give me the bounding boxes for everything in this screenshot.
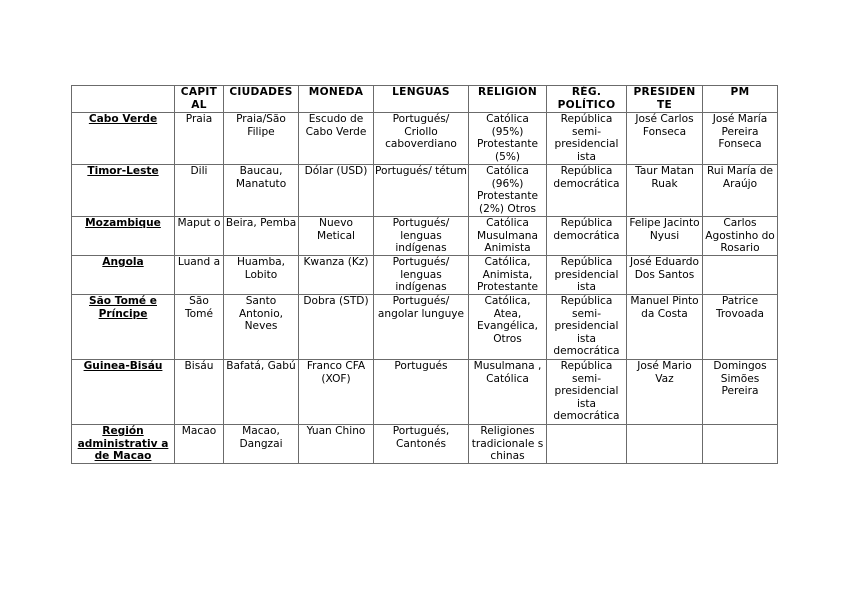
countries-table: [71, 85, 778, 464]
table-cell: Católica (95%) Protestante (5%): [469, 113, 547, 165]
table-cell: Dili: [175, 165, 224, 217]
table-cell: Maput o: [175, 217, 224, 256]
table-cell: [703, 256, 778, 295]
header-cell: RELIGIÓN: [469, 86, 547, 113]
table-cell: [547, 425, 627, 464]
table-cell: [703, 425, 778, 464]
table-cell: Portugués: [374, 360, 469, 425]
table-cell: Bisáu: [175, 360, 224, 425]
table-cell: Beira, Pemba: [224, 217, 299, 256]
table-cell: Kwanza (Kz): [299, 256, 374, 295]
table-row: [72, 113, 778, 165]
country-name: Angola: [72, 256, 175, 295]
header-row: [72, 86, 778, 113]
table-row: [72, 165, 778, 217]
country-name: Cabo Verde: [72, 113, 175, 165]
table-cell: Praia: [175, 113, 224, 165]
country-name: Timor-Leste: [72, 165, 175, 217]
table-cell: Praia/São Filipe: [224, 113, 299, 165]
table-cell: República semi-presidencial ista democrática: [547, 360, 627, 425]
table-cell: Macao: [175, 425, 224, 464]
header-cell: LENGUAS: [374, 86, 469, 113]
header-cell: CIUDADES: [224, 86, 299, 113]
table-cell: Musulmana , Católica: [469, 360, 547, 425]
header-cell: RÉG. POLÍTICO: [547, 86, 627, 113]
table-cell: Felipe Jacinto Nyusi: [627, 217, 703, 256]
table-cell: São Tomé: [175, 295, 224, 360]
table-cell: [627, 425, 703, 464]
header-cell: MONEDA: [299, 86, 374, 113]
table-cell: República semi-presidencial ista democrática: [547, 295, 627, 360]
table-cell: Dólar (USD): [299, 165, 374, 217]
table-cell: Luand a: [175, 256, 224, 295]
table-cell: Católica (96%) Protestante (2%) Otros: [469, 165, 547, 217]
table-cell: José Carlos Fonseca: [627, 113, 703, 165]
country-name: Mozambique: [72, 217, 175, 256]
table-cell: Religiones tradicionale s chinas: [469, 425, 547, 464]
table-cell: Católica Musulmana Animista: [469, 217, 547, 256]
table-cell: Dobra (STD): [299, 295, 374, 360]
table-row: [72, 295, 778, 360]
table-row: [72, 217, 778, 256]
table-cell: Taur Matan Ruak: [627, 165, 703, 217]
table-row: [72, 256, 778, 295]
table-cell: Escudo de Cabo Verde: [299, 113, 374, 165]
table-cell: Franco CFA (XOF): [299, 360, 374, 425]
table-cell: José María Pereira Fonseca: [703, 113, 778, 165]
table-cell: Yuan Chino: [299, 425, 374, 464]
table-cell: República semi-presidencial ista: [547, 113, 627, 165]
table-cell: Santo Antonio, Neves: [224, 295, 299, 360]
country-name: Guinea-Bisáu: [72, 360, 175, 425]
table-row: [72, 360, 778, 425]
header-cell: CAPIT AL: [175, 86, 224, 113]
table-cell: República democrática: [547, 165, 627, 217]
table-cell: Bafatá, Gabú: [224, 360, 299, 425]
table-cell: Baucau, Manatuto: [224, 165, 299, 217]
country-name: Región administrativ a de Macao: [72, 425, 175, 464]
table-cell: Carlos Agostinho do Rosario: [703, 217, 778, 256]
table-cell: José Mario Vaz: [627, 360, 703, 425]
table-cell: Domingos Simões Pereira: [703, 360, 778, 425]
table-cell: Portugués/ angolar lunguye: [374, 295, 469, 360]
table-cell: Católica, Atea, Evangélica, Otros: [469, 295, 547, 360]
table-cell: Portugués/ lenguas indígenas: [374, 217, 469, 256]
header-cell: PM: [703, 86, 778, 113]
table-cell: Rui María de Araújo: [703, 165, 778, 217]
table-cell: República presidencial ista: [547, 256, 627, 295]
table-cell: José Eduardo Dos Santos: [627, 256, 703, 295]
table-cell: Portugués/ tétum: [374, 165, 469, 217]
table-cell: Portugués, Cantonés: [374, 425, 469, 464]
table-cell: Portugués/ lenguas indígenas: [374, 256, 469, 295]
table-cell: Nuevo Metical: [299, 217, 374, 256]
table-cell: Católica, Animista, Protestante: [469, 256, 547, 295]
table-cell: Manuel Pinto da Costa: [627, 295, 703, 360]
country-name: São Tomé e Príncipe: [72, 295, 175, 360]
header-cell: PRESIDEN TE: [627, 86, 703, 113]
table-cell: Portugués/ Criollo caboverdiano: [374, 113, 469, 165]
table-cell: Macao, Dangzai: [224, 425, 299, 464]
table-row: [72, 425, 778, 464]
header-cell: [72, 86, 175, 113]
table-cell: República democrática: [547, 217, 627, 256]
table-cell: Huamba, Lobito: [224, 256, 299, 295]
table-cell: Patrice Trovoada: [703, 295, 778, 360]
